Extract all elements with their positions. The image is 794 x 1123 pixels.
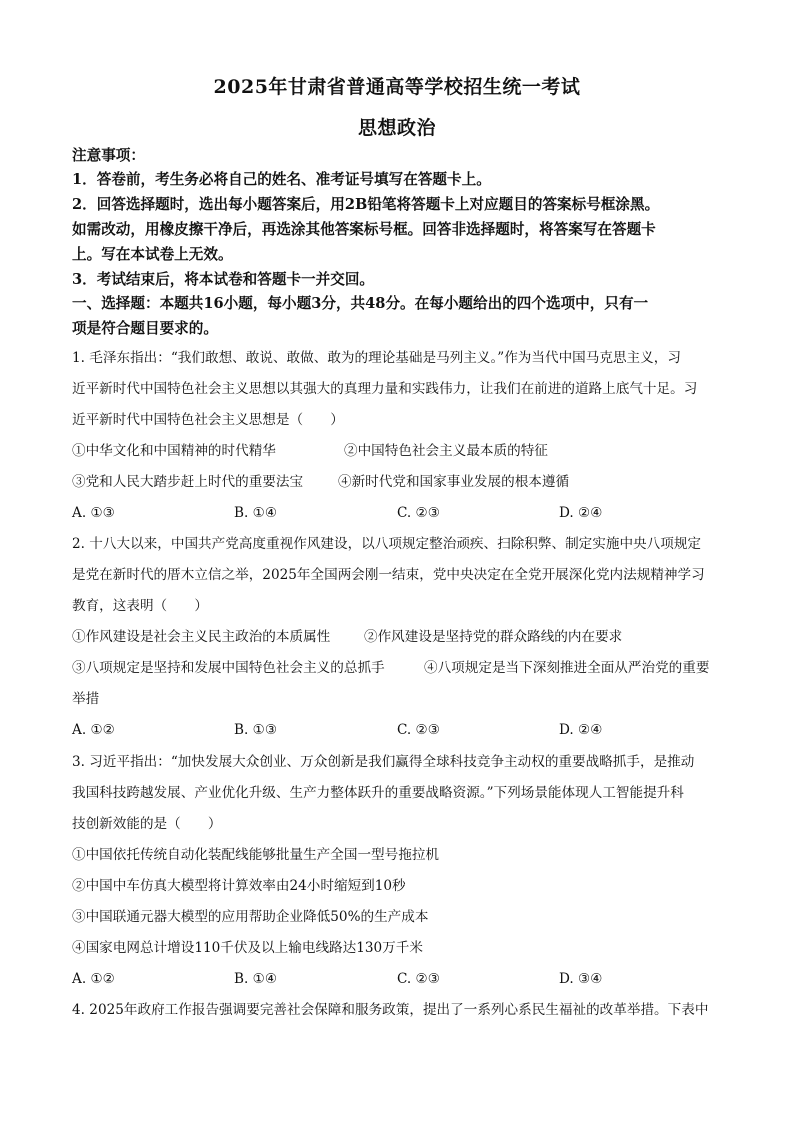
question-3-statement-3: ③中国联通元器大模型的应用帮助企业降低50%的生产成本	[72, 909, 429, 925]
notice-item-3: 3．考试结束后，将本试卷和答题卡一并交回。	[72, 271, 375, 288]
notice-item-2-line-2: 如需改动，用橡皮擦干净后，再选涂其他答案标号框。回答非选择题时，将答案写在答题卡	[72, 221, 656, 238]
question-1-stem-line-1: 1. 毛泽东指出：“我们敢想、敢说、敢做、敢为的理论基础是马列主义。”作为当代中国马克思主义，习	[72, 350, 681, 366]
question-1-statements-row-2	[72, 472, 722, 492]
question-1-statement-4: ④新时代党和国家事业发展的根本遵循	[338, 474, 570, 490]
question-3-options	[72, 969, 722, 989]
question-2-option-d[interactable]: D. ②④	[559, 722, 603, 738]
question-1-stem-line-2: 近平新时代中国特色社会主义思想以其强大的真理力量和实践伟力，让我们在前进的道路上底气十足。习	[72, 381, 698, 397]
section-heading-line-2: 项是符合题目要求的。	[72, 320, 218, 337]
question-1-option-a[interactable]: A. ①③	[72, 505, 115, 521]
question-2-option-b[interactable]: B. ①③	[234, 722, 278, 738]
subject-title: 思想政治	[357, 117, 436, 139]
question-2-stem-line-2: 是党在新时代的厝木立信之举，2025年全国两会刚一结束，党中央决定在全党开展深化党内法规精神学习	[72, 567, 705, 583]
question-3-stem-line-3: 技创新效能的是（ ）	[72, 816, 222, 832]
question-1-option-b[interactable]: B. ①④	[234, 505, 278, 521]
question-2-stem-line-3: 教育，这表明（ ）	[72, 598, 208, 614]
question-2-option-c[interactable]: C. ②③	[397, 722, 440, 738]
question-3-option-a[interactable]: A. ①②	[72, 971, 115, 987]
question-2-statement-3: ③八项规定是坚持和发展中国特色社会主义的总抓手	[72, 660, 385, 676]
question-3-stem-line-2: 我国科技跨越发展、产业优化升级、生产力整体跃升的重要战略资源。”下列场景能体现人工智能提升科	[72, 785, 684, 801]
notice-item-2-line-1: 2．回答选择题时，选出每小题答案后，用2B铅笔将答题卡上对应题目的答案标号框涂黑。	[72, 196, 660, 213]
question-2-statement-4-continued: 举措	[72, 691, 100, 707]
section-heading-line-1: 一、选择题：本题共16小题，每小题3分，共48分。在每小题给出的四个选项中，只有一	[72, 295, 649, 312]
question-3-option-b[interactable]: B. ①④	[234, 971, 278, 987]
question-2-statement-1: ①作风建设是社会主义民主政治的本质属性	[72, 629, 331, 645]
question-1-statement-2: ②中国特色社会主义最本质的特征	[344, 443, 548, 459]
question-1-option-d[interactable]: D. ②④	[559, 505, 603, 521]
question-3-option-d[interactable]: D. ③④	[559, 971, 603, 987]
question-1-statement-3: ③党和人民大踏步赶上时代的重要法宝	[72, 474, 304, 490]
question-2-statement-4: ④八项规定是当下深刻推进全面从严治党的重要	[424, 660, 710, 676]
question-1-statements-row-1	[72, 441, 722, 461]
notice-item-2-line-3: 上。写在本试卷上无效。	[72, 246, 233, 263]
question-1-options	[72, 503, 722, 523]
question-2-statements-row-2	[72, 658, 722, 678]
question-3-statement-2: ②中国中车仿真大模型将计算效率由24小时缩短到10秒	[72, 878, 406, 894]
question-4-stem-line-1: 4. 2025年政府工作报告强调要完善社会保障和服务政策，提出了一系列心系民生福祉的改革举措。下表中	[72, 1002, 709, 1018]
notice-item-1: 1．答卷前，考生务必将自己的姓名、准考证号填写在答题卡上。	[72, 171, 491, 188]
question-3-stem-line-1: 3. 习近平指出：“加快发展大众创业、万众创新是我们赢得全球科技竞争主动权的重要战略抓手，是推动	[72, 754, 695, 770]
question-2-option-a[interactable]: A. ①②	[72, 722, 115, 738]
question-1-statement-1: ①中华文化和中国精神的时代精华	[72, 443, 276, 459]
exam-title: 2025年甘肃省普通高等学校招生统一考试	[213, 76, 581, 98]
question-3-option-c[interactable]: C. ②③	[397, 971, 440, 987]
question-2-stem-line-1: 2. 十八大以来，中国共产党高度重视作风建设，以八项规定整治顽疾、扫除积弊、制定实施中央八项规定	[72, 536, 702, 552]
notice-heading: 注意事项：	[72, 147, 145, 164]
question-1-option-c[interactable]: C. ②③	[397, 505, 440, 521]
question-3-statement-1: ①中国依托传统自动化装配线能够批量生产全国一型号拖拉机	[72, 847, 440, 863]
question-3-statement-4: ④国家电网总计增设110千伏及以上输电线路达130万千米	[72, 940, 423, 956]
question-2-options	[72, 720, 722, 740]
question-2-statements-row-1	[72, 627, 722, 647]
question-2-statement-2: ②作风建设是坚持党的群众路线的内在要求	[364, 629, 623, 645]
question-1-stem-line-3: 近平新时代中国特色社会主义思想是（ ）	[72, 412, 344, 428]
